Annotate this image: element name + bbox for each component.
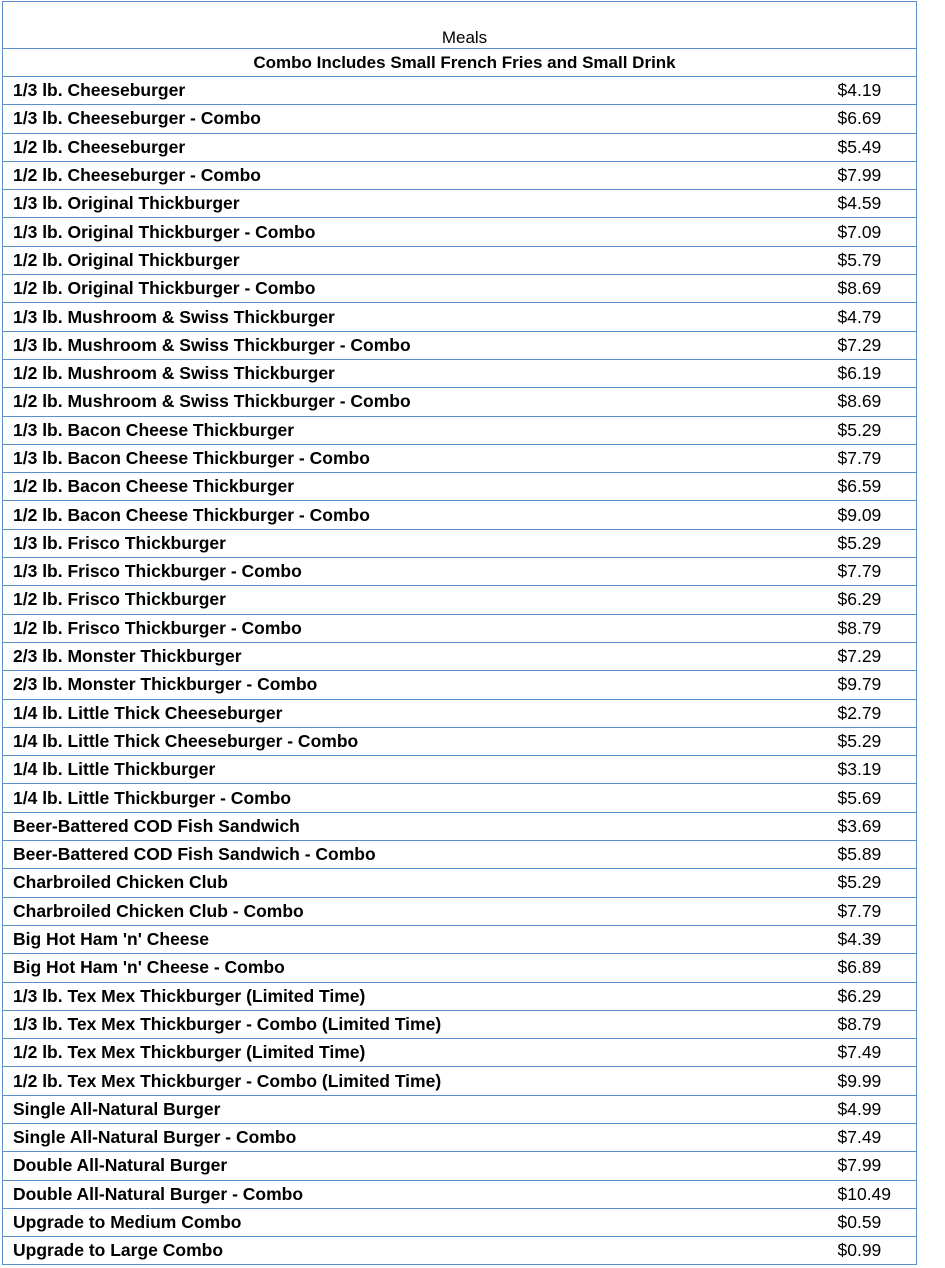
item-name: 1/4 lb. Little Thickburger - Combo [3,784,828,812]
item-name: 1/2 lb. Bacon Cheese Thickburger [3,473,828,501]
item-price: $7.79 [828,897,917,925]
table-row [3,388,917,416]
item-price: $7.99 [828,1152,917,1180]
item-name: Upgrade to Large Combo [3,1237,828,1265]
item-name: 1/3 lb. Frisco Thickburger - Combo [3,558,828,586]
item-name: Big Hot Ham 'n' Cheese [3,925,828,953]
item-price: $5.29 [828,529,917,557]
item-price: $8.69 [828,275,917,303]
item-name: 1/2 lb. Original Thickburger [3,246,828,274]
item-name: 1/3 lb. Bacon Cheese Thickburger [3,416,828,444]
table-row [3,1180,917,1208]
table-row [3,246,917,274]
item-name: 1/2 lb. Original Thickburger - Combo [3,275,828,303]
table-row [3,190,917,218]
item-price: $8.69 [828,388,917,416]
item-price: $0.99 [828,1237,917,1265]
item-name: 1/2 lb. Frisco Thickburger - Combo [3,614,828,642]
item-name: Double All-Natural Burger - Combo [3,1180,828,1208]
item-price: $4.19 [828,77,917,105]
table-title: Meals [3,2,917,49]
item-name: Single All-Natural Burger - Combo [3,1123,828,1151]
title-row [3,2,917,49]
item-price: $4.79 [828,303,917,331]
item-name: Double All-Natural Burger [3,1152,828,1180]
item-name: 1/3 lb. Mushroom & Swiss Thickburger - Combo [3,331,828,359]
table-row [3,586,917,614]
item-price: $6.59 [828,473,917,501]
item-price: $5.29 [828,727,917,755]
table-row [3,331,917,359]
table-row [3,218,917,246]
meals-table-body [3,2,917,1265]
table-row [3,359,917,387]
table-row [3,1010,917,1038]
table-row [3,416,917,444]
item-name: 1/2 lb. Cheeseburger [3,133,828,161]
subtitle-row [3,49,917,77]
item-name: 1/2 lb. Bacon Cheese Thickburger - Combo [3,501,828,529]
item-price: $3.69 [828,812,917,840]
item-name: 1/3 lb. Tex Mex Thickburger (Limited Time) [3,982,828,1010]
table-subtitle: Combo Includes Small French Fries and Small Drink [3,49,917,77]
item-name: 1/3 lb. Bacon Cheese Thickburger - Combo [3,444,828,472]
item-price: $5.29 [828,416,917,444]
item-name: 1/3 lb. Cheeseburger [3,77,828,105]
table-row [3,1237,917,1265]
meals-table [2,1,917,1265]
item-price: $7.09 [828,218,917,246]
table-row [3,105,917,133]
item-price: $5.49 [828,133,917,161]
item-name: 1/2 lb. Frisco Thickburger [3,586,828,614]
item-price: $6.29 [828,586,917,614]
table-row [3,1095,917,1123]
item-name: 1/2 lb. Cheeseburger - Combo [3,161,828,189]
item-price: $4.99 [828,1095,917,1123]
item-name: 1/3 lb. Cheeseburger - Combo [3,105,828,133]
item-name: Charbroiled Chicken Club - Combo [3,897,828,925]
item-price: $8.79 [828,614,917,642]
item-price: $6.69 [828,105,917,133]
table-row [3,133,917,161]
table-row [3,501,917,529]
item-name: Big Hot Ham 'n' Cheese - Combo [3,954,828,982]
item-price: $4.39 [828,925,917,953]
table-row [3,897,917,925]
table-row [3,784,917,812]
item-name: Single All-Natural Burger [3,1095,828,1123]
item-name: 1/3 lb. Mushroom & Swiss Thickburger [3,303,828,331]
table-row [3,473,917,501]
table-row [3,671,917,699]
table-row [3,642,917,670]
item-price: $9.09 [828,501,917,529]
item-price: $7.79 [828,558,917,586]
table-row [3,1123,917,1151]
item-price: $7.29 [828,642,917,670]
table-row [3,727,917,755]
table-row [3,699,917,727]
item-price: $7.49 [828,1039,917,1067]
table-row [3,1039,917,1067]
item-name: 1/3 lb. Frisco Thickburger [3,529,828,557]
table-row [3,77,917,105]
item-name: Charbroiled Chicken Club [3,869,828,897]
item-price: $5.89 [828,841,917,869]
table-row [3,614,917,642]
table-row [3,812,917,840]
table-row [3,444,917,472]
item-price: $5.29 [828,869,917,897]
item-price: $2.79 [828,699,917,727]
item-price: $7.29 [828,331,917,359]
item-price: $3.19 [828,756,917,784]
table-row [3,925,917,953]
item-price: $7.79 [828,444,917,472]
item-name: Upgrade to Medium Combo [3,1208,828,1236]
item-name: 2/3 lb. Monster Thickburger [3,642,828,670]
item-name: 1/3 lb. Tex Mex Thickburger - Combo (Limited Time) [3,1010,828,1038]
table-row [3,275,917,303]
table-row [3,303,917,331]
item-price: $5.79 [828,246,917,274]
item-price: $9.99 [828,1067,917,1095]
item-name: 1/4 lb. Little Thickburger [3,756,828,784]
item-price: $4.59 [828,190,917,218]
item-name: Beer-Battered COD Fish Sandwich [3,812,828,840]
table-row [3,558,917,586]
table-row [3,954,917,982]
table-row [3,161,917,189]
item-name: Beer-Battered COD Fish Sandwich - Combo [3,841,828,869]
item-price: $9.79 [828,671,917,699]
item-name: 1/2 lb. Tex Mex Thickburger (Limited Time) [3,1039,828,1067]
item-name: 2/3 lb. Monster Thickburger - Combo [3,671,828,699]
item-price: $6.29 [828,982,917,1010]
item-price: $8.79 [828,1010,917,1038]
table-row [3,982,917,1010]
item-price: $7.49 [828,1123,917,1151]
item-price: $5.69 [828,784,917,812]
item-name: 1/2 lb. Mushroom & Swiss Thickburger - Combo [3,388,828,416]
item-name: 1/2 lb. Tex Mex Thickburger - Combo (Limited Time) [3,1067,828,1095]
table-row [3,1152,917,1180]
item-name: 1/3 lb. Original Thickburger [3,190,828,218]
item-name: 1/4 lb. Little Thick Cheeseburger [3,699,828,727]
table-row [3,841,917,869]
item-name: 1/4 lb. Little Thick Cheeseburger - Combo [3,727,828,755]
table-row [3,1208,917,1236]
item-price: $6.19 [828,359,917,387]
item-price: $6.89 [828,954,917,982]
table-row [3,529,917,557]
item-price: $0.59 [828,1208,917,1236]
item-price: $7.99 [828,161,917,189]
table-row [3,1067,917,1095]
item-name: 1/2 lb. Mushroom & Swiss Thickburger [3,359,828,387]
table-row [3,869,917,897]
table-row [3,756,917,784]
item-price: $10.49 [828,1180,917,1208]
item-name: 1/3 lb. Original Thickburger - Combo [3,218,828,246]
